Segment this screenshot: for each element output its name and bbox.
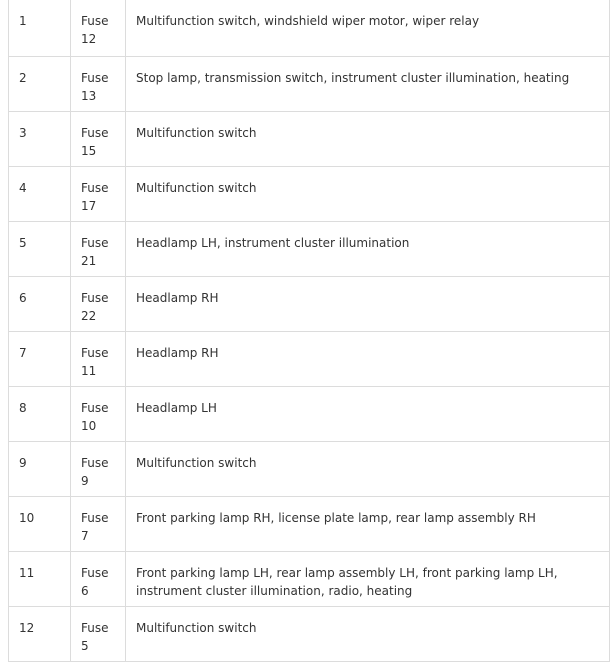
fuse-number-cell: 3 (9, 111, 71, 166)
table-row (9, 551, 610, 606)
table-row (9, 441, 610, 496)
fuse-number-cell: 2 (9, 56, 71, 111)
protected-circuit-cell: Front parking lamp RH, license plate lamp, rear lamp assembly RH (126, 496, 610, 551)
table-row (9, 221, 610, 276)
fuse-id-cell: Fuse 12 (71, 0, 126, 56)
protected-circuit-cell: Headlamp LH (126, 386, 610, 441)
fuse-number-cell: 11 (9, 551, 71, 606)
fuse-id-cell: Fuse 7 (71, 496, 126, 551)
protected-circuit-cell: Multifunction switch, windshield wiper motor, wiper relay (126, 0, 610, 56)
fuse-id-cell: Fuse 13 (71, 56, 126, 111)
fuse-id-cell: Fuse 10 (71, 386, 126, 441)
fuse-number-cell: 12 (9, 606, 71, 661)
table-row (9, 331, 610, 386)
protected-circuit-cell: Headlamp RH (126, 276, 610, 331)
fuse-table-body (9, 0, 610, 661)
fuse-id-cell: Fuse 22 (71, 276, 126, 331)
table-row (9, 0, 610, 56)
table-row (9, 276, 610, 331)
fuse-id-cell: Fuse 5 (71, 606, 126, 661)
protected-circuit-cell: Multifunction switch (126, 606, 610, 661)
fuse-table (8, 0, 610, 662)
fuse-number-cell: 9 (9, 441, 71, 496)
fuse-number-cell: 7 (9, 331, 71, 386)
fuse-number-cell: 1 (9, 0, 71, 56)
table-row (9, 166, 610, 221)
fuse-number-cell: 8 (9, 386, 71, 441)
fuse-id-cell: Fuse 11 (71, 331, 126, 386)
table-row (9, 386, 610, 441)
fuse-id-cell: Fuse 15 (71, 111, 126, 166)
protected-circuit-cell: Multifunction switch (126, 166, 610, 221)
protected-circuit-cell: Multifunction switch (126, 111, 610, 166)
fuse-number-cell: 10 (9, 496, 71, 551)
fuse-id-cell: Fuse 6 (71, 551, 126, 606)
table-row (9, 56, 610, 111)
table-row (9, 111, 610, 166)
fuse-id-cell: Fuse 17 (71, 166, 126, 221)
fuse-number-cell: 4 (9, 166, 71, 221)
table-row (9, 496, 610, 551)
fuse-number-cell: 5 (9, 221, 71, 276)
fuse-id-cell: Fuse 21 (71, 221, 126, 276)
fuse-id-cell: Fuse 9 (71, 441, 126, 496)
protected-circuit-cell: Stop lamp, transmission switch, instrument cluster illumination, heating (126, 56, 610, 111)
table-row (9, 606, 610, 661)
protected-circuit-cell: Headlamp RH (126, 331, 610, 386)
fuse-number-cell: 6 (9, 276, 71, 331)
protected-circuit-cell: Front parking lamp LH, rear lamp assembly LH, front parking lamp LH, instrument cluster illumination, radio, heating (126, 551, 610, 606)
protected-circuit-cell: Multifunction switch (126, 441, 610, 496)
protected-circuit-cell: Headlamp LH, instrument cluster illumination (126, 221, 610, 276)
